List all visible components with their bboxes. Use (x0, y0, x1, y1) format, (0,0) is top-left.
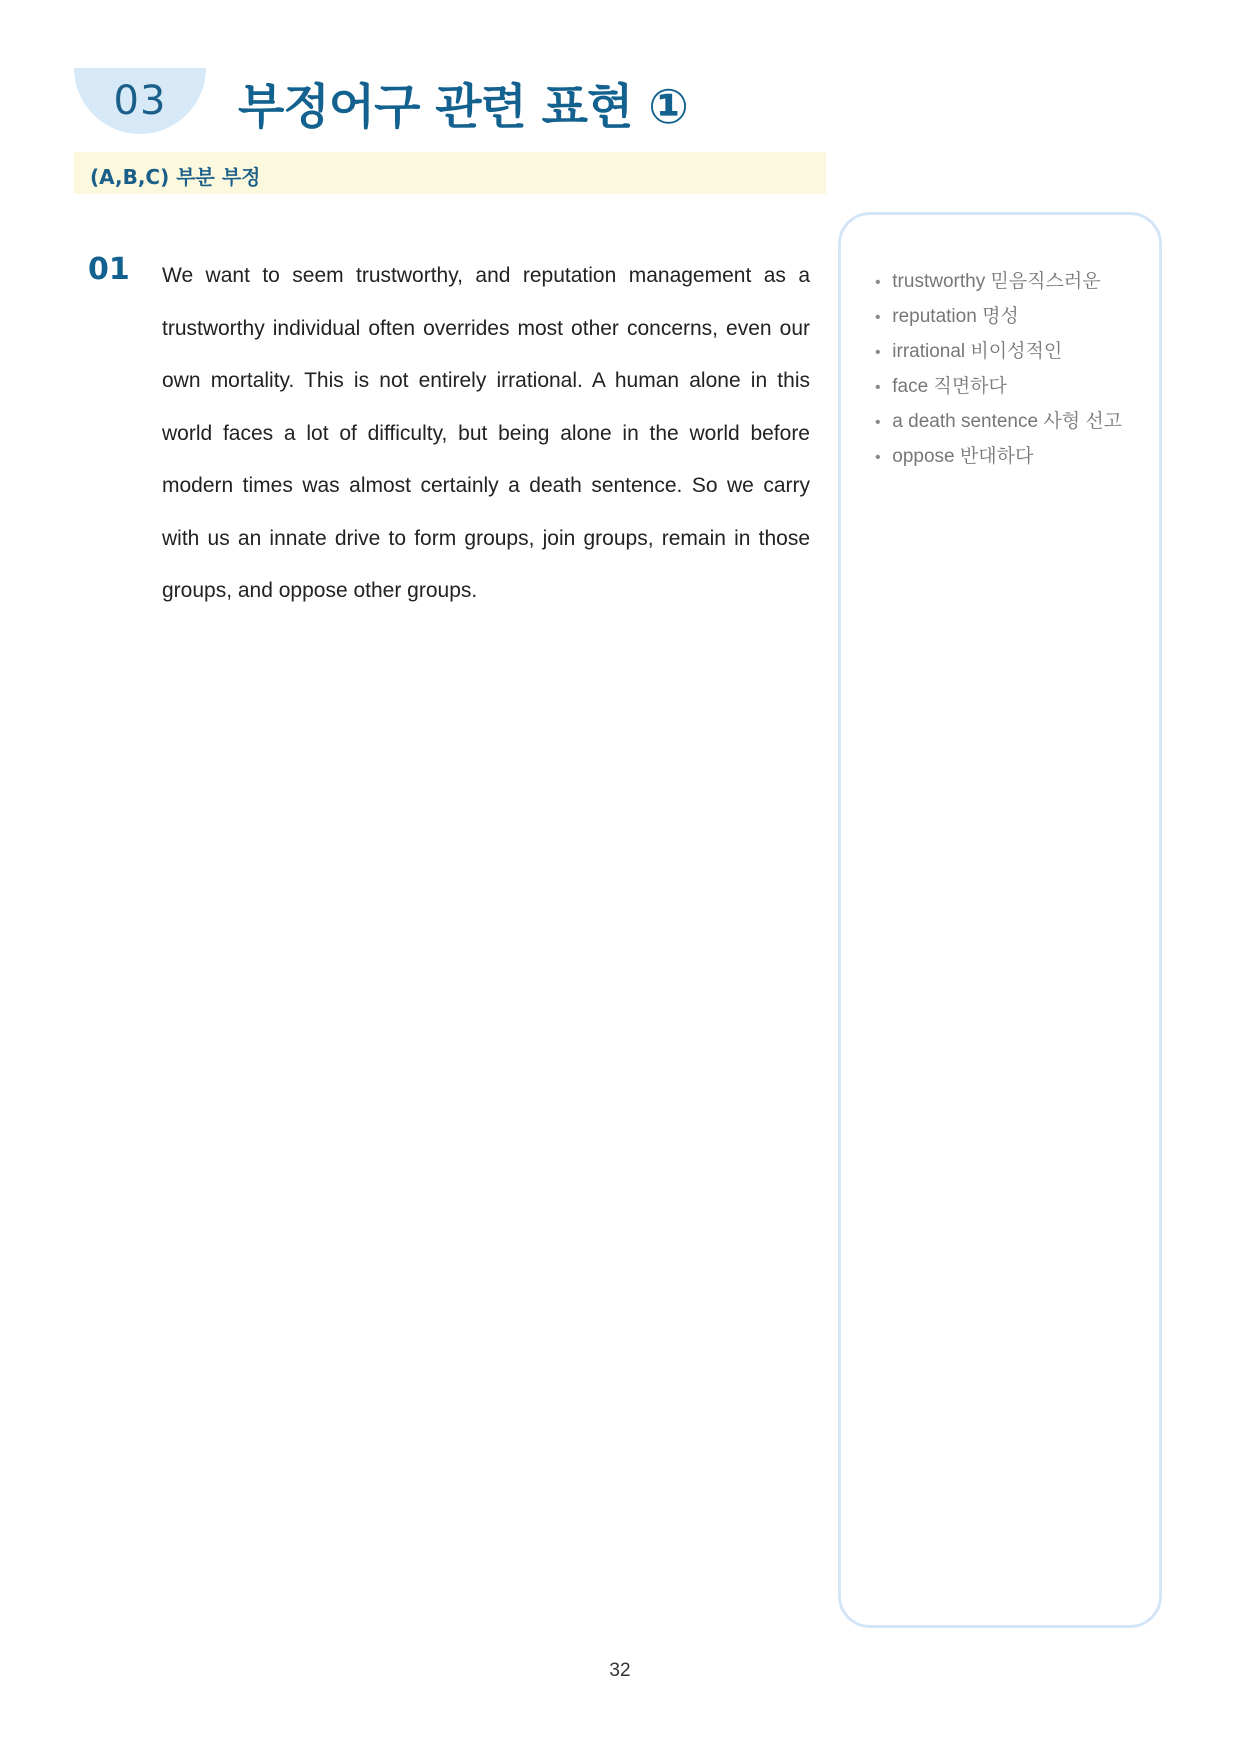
vocabulary-text: a death sentence 사형 선고 (892, 411, 1123, 432)
vocabulary-item (875, 440, 1122, 475)
page-title: 부정어구 관련 표현 ① (238, 79, 688, 135)
bullet-icon: • (875, 344, 881, 361)
vocabulary-item (875, 405, 1122, 440)
vocabulary-item (875, 300, 1122, 335)
vocabulary-list (875, 265, 1122, 475)
subheading-bar (74, 152, 826, 194)
bullet-icon: • (875, 379, 881, 396)
page-number: 32 (609, 1660, 631, 1681)
subheading-text: (A,B,C) 부분 부정 (90, 165, 261, 189)
vocabulary-item (875, 335, 1122, 370)
vocabulary-item (875, 265, 1122, 300)
bullet-icon: • (875, 449, 881, 466)
passage-text: We want to seem trustworthy, and reputation management as a trustworthy individual often overrides most other concerns, even our own mortality. This is not entirely irrational. A human alone in this world faces a lot of difficulty, but being alone in the world before modern times was almost certainly a death sentence. So we carry with us an innate drive to form groups, join groups, remain in those groups, and oppose other groups. (162, 264, 810, 602)
vocabulary-item (875, 370, 1122, 405)
vocabulary-text: irrational 비이성적인 (892, 341, 1063, 362)
vocabulary-text: trustworthy 믿음직스러운 (892, 271, 1101, 292)
bullet-icon: • (875, 309, 881, 326)
vocabulary-text: face 직면하다 (892, 376, 1007, 397)
bullet-icon: • (875, 274, 881, 291)
vocabulary-text: reputation 명성 (892, 306, 1019, 327)
section-number: 03 (113, 78, 167, 124)
question-number: 01 (88, 252, 130, 287)
bullet-icon: • (875, 414, 881, 431)
vocabulary-box (838, 212, 1162, 1628)
vocabulary-text: oppose 반대하다 (892, 446, 1034, 467)
passage (162, 250, 810, 618)
section-badge (74, 68, 206, 134)
